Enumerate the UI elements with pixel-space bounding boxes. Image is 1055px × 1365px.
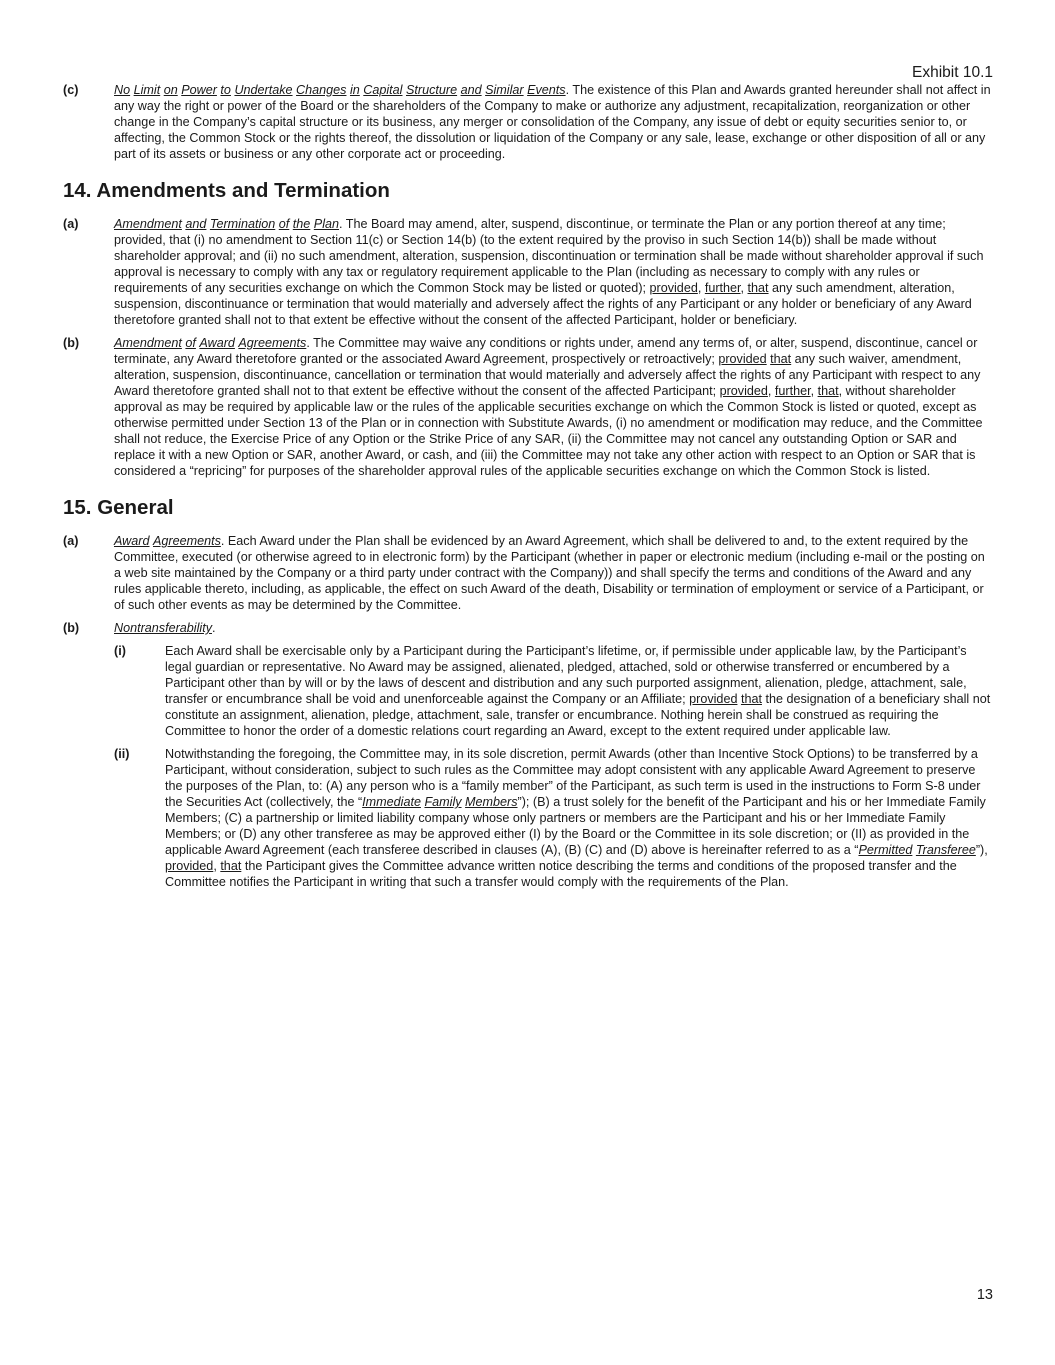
underlined-term: provided xyxy=(649,281,698,295)
body-text: , xyxy=(810,384,818,398)
body-text: any such waiver, amendment, alteration, suspension, discontinuance, cancellation or termination that would materially and adversely affect the rights of any Participant with respect to any Award theretofore granted shall not to that extent be effective without the consent of the affected Participant; xyxy=(114,352,981,398)
title-word: Agreements xyxy=(238,336,307,350)
title-word: Similar xyxy=(485,83,524,97)
body-text: , xyxy=(213,859,221,873)
page-number: 13 xyxy=(976,1287,993,1303)
title-word: Termination xyxy=(209,217,276,231)
title-word: Award xyxy=(114,534,150,548)
title-word: Amendment xyxy=(114,336,182,350)
section-label: (c) xyxy=(63,83,79,97)
underlined-term: provided xyxy=(719,384,768,398)
section-text xyxy=(114,216,992,328)
subsection-text xyxy=(165,643,992,739)
body-text: , xyxy=(767,384,775,398)
defined-term-word: Transferee xyxy=(915,843,976,857)
title-word: the xyxy=(292,217,311,231)
body-text: Notwithstanding the foregoing, the Committee may, in its sole discretion, permit Awards (other than Incentive Stock Options) to be transferred by a Participant, without consideration, subject to such rules as the Committee may adopt consistent with any applicable Award Agreement to preserve the purposes of the Plan, to: (A) any person who is a “family member” of the Participant, as such term is used in the instructions to Form S-8 under the Securities Act (collectively, the “ xyxy=(165,747,981,809)
title-word: Nontransferability xyxy=(114,621,212,635)
section-text xyxy=(114,82,992,162)
defined-term-word: Immediate xyxy=(362,795,421,809)
subsection-text xyxy=(165,746,992,890)
title-word: in xyxy=(349,83,360,97)
section-label: (a) xyxy=(63,534,79,548)
section-text xyxy=(114,533,992,613)
section-14a xyxy=(63,216,992,328)
title-word: Plan xyxy=(313,217,340,231)
section-15b-ii xyxy=(114,746,992,890)
section-14b xyxy=(63,335,992,479)
section-15b xyxy=(63,620,992,636)
title-word: and xyxy=(185,217,207,231)
body-text: any such amendment, alteration, suspension, discontinuance or termination that would materially and adversely affect the rights of any Participant or any holder or beneficiary of any Award theretofore granted shall not to that extent be effective without the consent of the affected Participant, holder or beneficiary. xyxy=(114,281,972,327)
underlined-term: that xyxy=(747,281,769,295)
title-word: of xyxy=(185,336,196,350)
defined-term-word: Members xyxy=(465,795,518,809)
underlined-term: further xyxy=(774,384,811,398)
section-label: (b) xyxy=(63,336,80,350)
title-word: Award xyxy=(199,336,235,350)
section-label: (b) xyxy=(63,621,80,635)
section-15a xyxy=(63,533,992,613)
body-text: Each Award shall be exercisable only by a Participant during the Participant’s lifetime, or, if permissible under applicable law, by the Participant’s legal guardian or representative. No Award may be assigned, alienated, pledged, attached, sold or otherwise transferred or encumbered by a Participant other than by will or by the laws of descent and distribution and any such purported assignment, alienation, pledge, attachment, sale, transfer or encumbrance shall be void and unenforceable against the Company or an Affiliate; xyxy=(165,644,967,706)
section-text xyxy=(114,335,992,479)
underlined-term: that xyxy=(817,384,839,398)
document-body xyxy=(63,82,992,897)
body-text: ”); (B) a trust solely for the benefit of the Participant and his or her Immediate Family Members; (C) a partnership or limited liability company whose only partners or members are the Participant and his or her Immediate Family Members; or (D) any other transferee as may be approved either (I) by the Board or the Committee in its sole discretion; or (II) as provided in the applicable Award Agreement (each transferee described in clauses (A), (B) (C) and (D) above is hereinafter referred to as a “ xyxy=(165,795,986,857)
underlined-term: that xyxy=(740,692,762,706)
body-text: . Each Award under the Plan shall be evidenced by an Award Agreement, which shall be delivered to and, to the extent required by the Committee, executed (or otherwise agreed to in electronic form) by the Participant (whether in paper or electronic medium (including e-mail or the posting on a web site maintained by the Company or a third party under contract with the Company)) and shall specify the terms and conditions of the Award and any rules applicable thereto, including, as applicable, the effect on such Award of the death, Disability or termination of employment or service of a Participant, or of such other events as may be determined by the Committee. xyxy=(114,534,985,612)
body-text: , xyxy=(697,281,705,295)
underlined-term: provided xyxy=(165,859,214,873)
title-word: to xyxy=(220,83,231,97)
body-text: , without shareholder approval as may be required by applicable law or the rules of the applicable securities exchange on which the Common Stock is listed or quoted, except as otherwise permitted under Section 13 of the Plan or in connection with Substitute Awards, (i) no amendment or modification may reduce, and the Committee shall not reduce, the Exercise Price of any Option or the Strike Price of any SAR, (ii) the Committee may not cancel any outstanding Option or SAR and replace it with a new Option or SAR, another Award, or cash, and (iii) the Committee may not take any other action with respect to an Option or SAR that is considered a “repricing” for purposes of the shareholder approval rules of the applicable securities exchange on which the Common Stock is listed. xyxy=(114,384,983,478)
section-label: (a) xyxy=(63,217,79,231)
subsection-label: (i) xyxy=(114,644,126,658)
title-word: Power xyxy=(181,83,217,97)
underlined-term: provided xyxy=(718,352,767,366)
body-text: . xyxy=(212,621,216,635)
section-15b-i xyxy=(114,643,992,739)
title-word: Events xyxy=(527,83,566,97)
section-text xyxy=(114,620,992,636)
title-word: and xyxy=(460,83,482,97)
body-text: . The Committee may waive any conditions or rights under, amend any terms of, or alter, suspend, discontinue, cancel or terminate, any Award theretofore granted or the associated Award Agreement, prospectively or retroactively; xyxy=(114,336,978,366)
title-word: Undertake xyxy=(234,83,293,97)
body-text: the Participant gives the Committee advance written notice describing the terms and conditions of the proposed transfer and the Committee notifies the Participant in writing that such a transfer would comply with the requirements of the Plan. xyxy=(165,859,957,889)
title-word: Capital xyxy=(363,83,403,97)
subsection-label: (ii) xyxy=(114,747,130,761)
title-word: on xyxy=(163,83,178,97)
title-word: Agreements xyxy=(152,534,221,548)
body-text: ”), xyxy=(975,843,988,857)
title-word: No xyxy=(114,83,131,97)
underlined-term: further xyxy=(704,281,741,295)
title-word: Changes xyxy=(296,83,347,97)
body-text: , xyxy=(740,281,748,295)
underlined-term: that xyxy=(770,352,792,366)
section-13c xyxy=(63,82,992,162)
title-word: Amendment xyxy=(114,217,182,231)
defined-term-word: Permitted xyxy=(858,843,913,857)
title-word: of xyxy=(278,217,290,231)
exhibit-label: Exhibit 10.1 xyxy=(912,64,993,81)
title-word: Structure xyxy=(405,83,458,97)
body-text: the designation of a beneficiary shall not constitute an assignment, alienation, pledge, attachment, sale, transfer or encumbrance. Nothing herein shall be construed as requiring the Committee to honor the order of a domestic relations court regarding an Award, except to the extent required under applicable law. xyxy=(165,692,991,738)
body-text: . The existence of this Plan and Awards granted hereunder shall not affect in any way the right or power of the Board or the shareholders of the Company to make or authorize any adjustment, recapitalization, reorganization or other change in the Company’s capital structure or its business, any merger or consolidation of the Company, any issue of debt or equity securities senior to, or affecting, the Common Stock or the rights thereof, the dissolution or liquidation of the Company or any sale, lease, exchange or other disposition of all or any part of its assets or business or any other corporate act or proceeding. xyxy=(114,83,991,161)
body-text: . The Board may amend, alter, suspend, discontinue, or terminate the Plan or any portion thereof at any time; provided, that (i) no amendment to Section 11(c) or Section 14(b) (to the extent required by the proviso in such Section 14(b)) shall be made without shareholder approval; and (ii) no such amendment, alteration, suspension, discontinuation or termination shall be made without shareholder approval if such approval is necessary to comply with any tax or regulatory requirement applicable to the Plan (including as necessary to comply with any rules or requirements of any securities exchange on which the Common Stock may be listed or quoted); xyxy=(114,217,984,295)
section-15-heading: 15. General xyxy=(63,496,174,519)
underlined-term: provided xyxy=(689,692,738,706)
section-14-heading: 14. Amendments and Termination xyxy=(63,179,390,202)
defined-term-word: Family xyxy=(424,795,462,809)
title-word: Limit xyxy=(133,83,161,97)
underlined-term: that xyxy=(220,859,242,873)
